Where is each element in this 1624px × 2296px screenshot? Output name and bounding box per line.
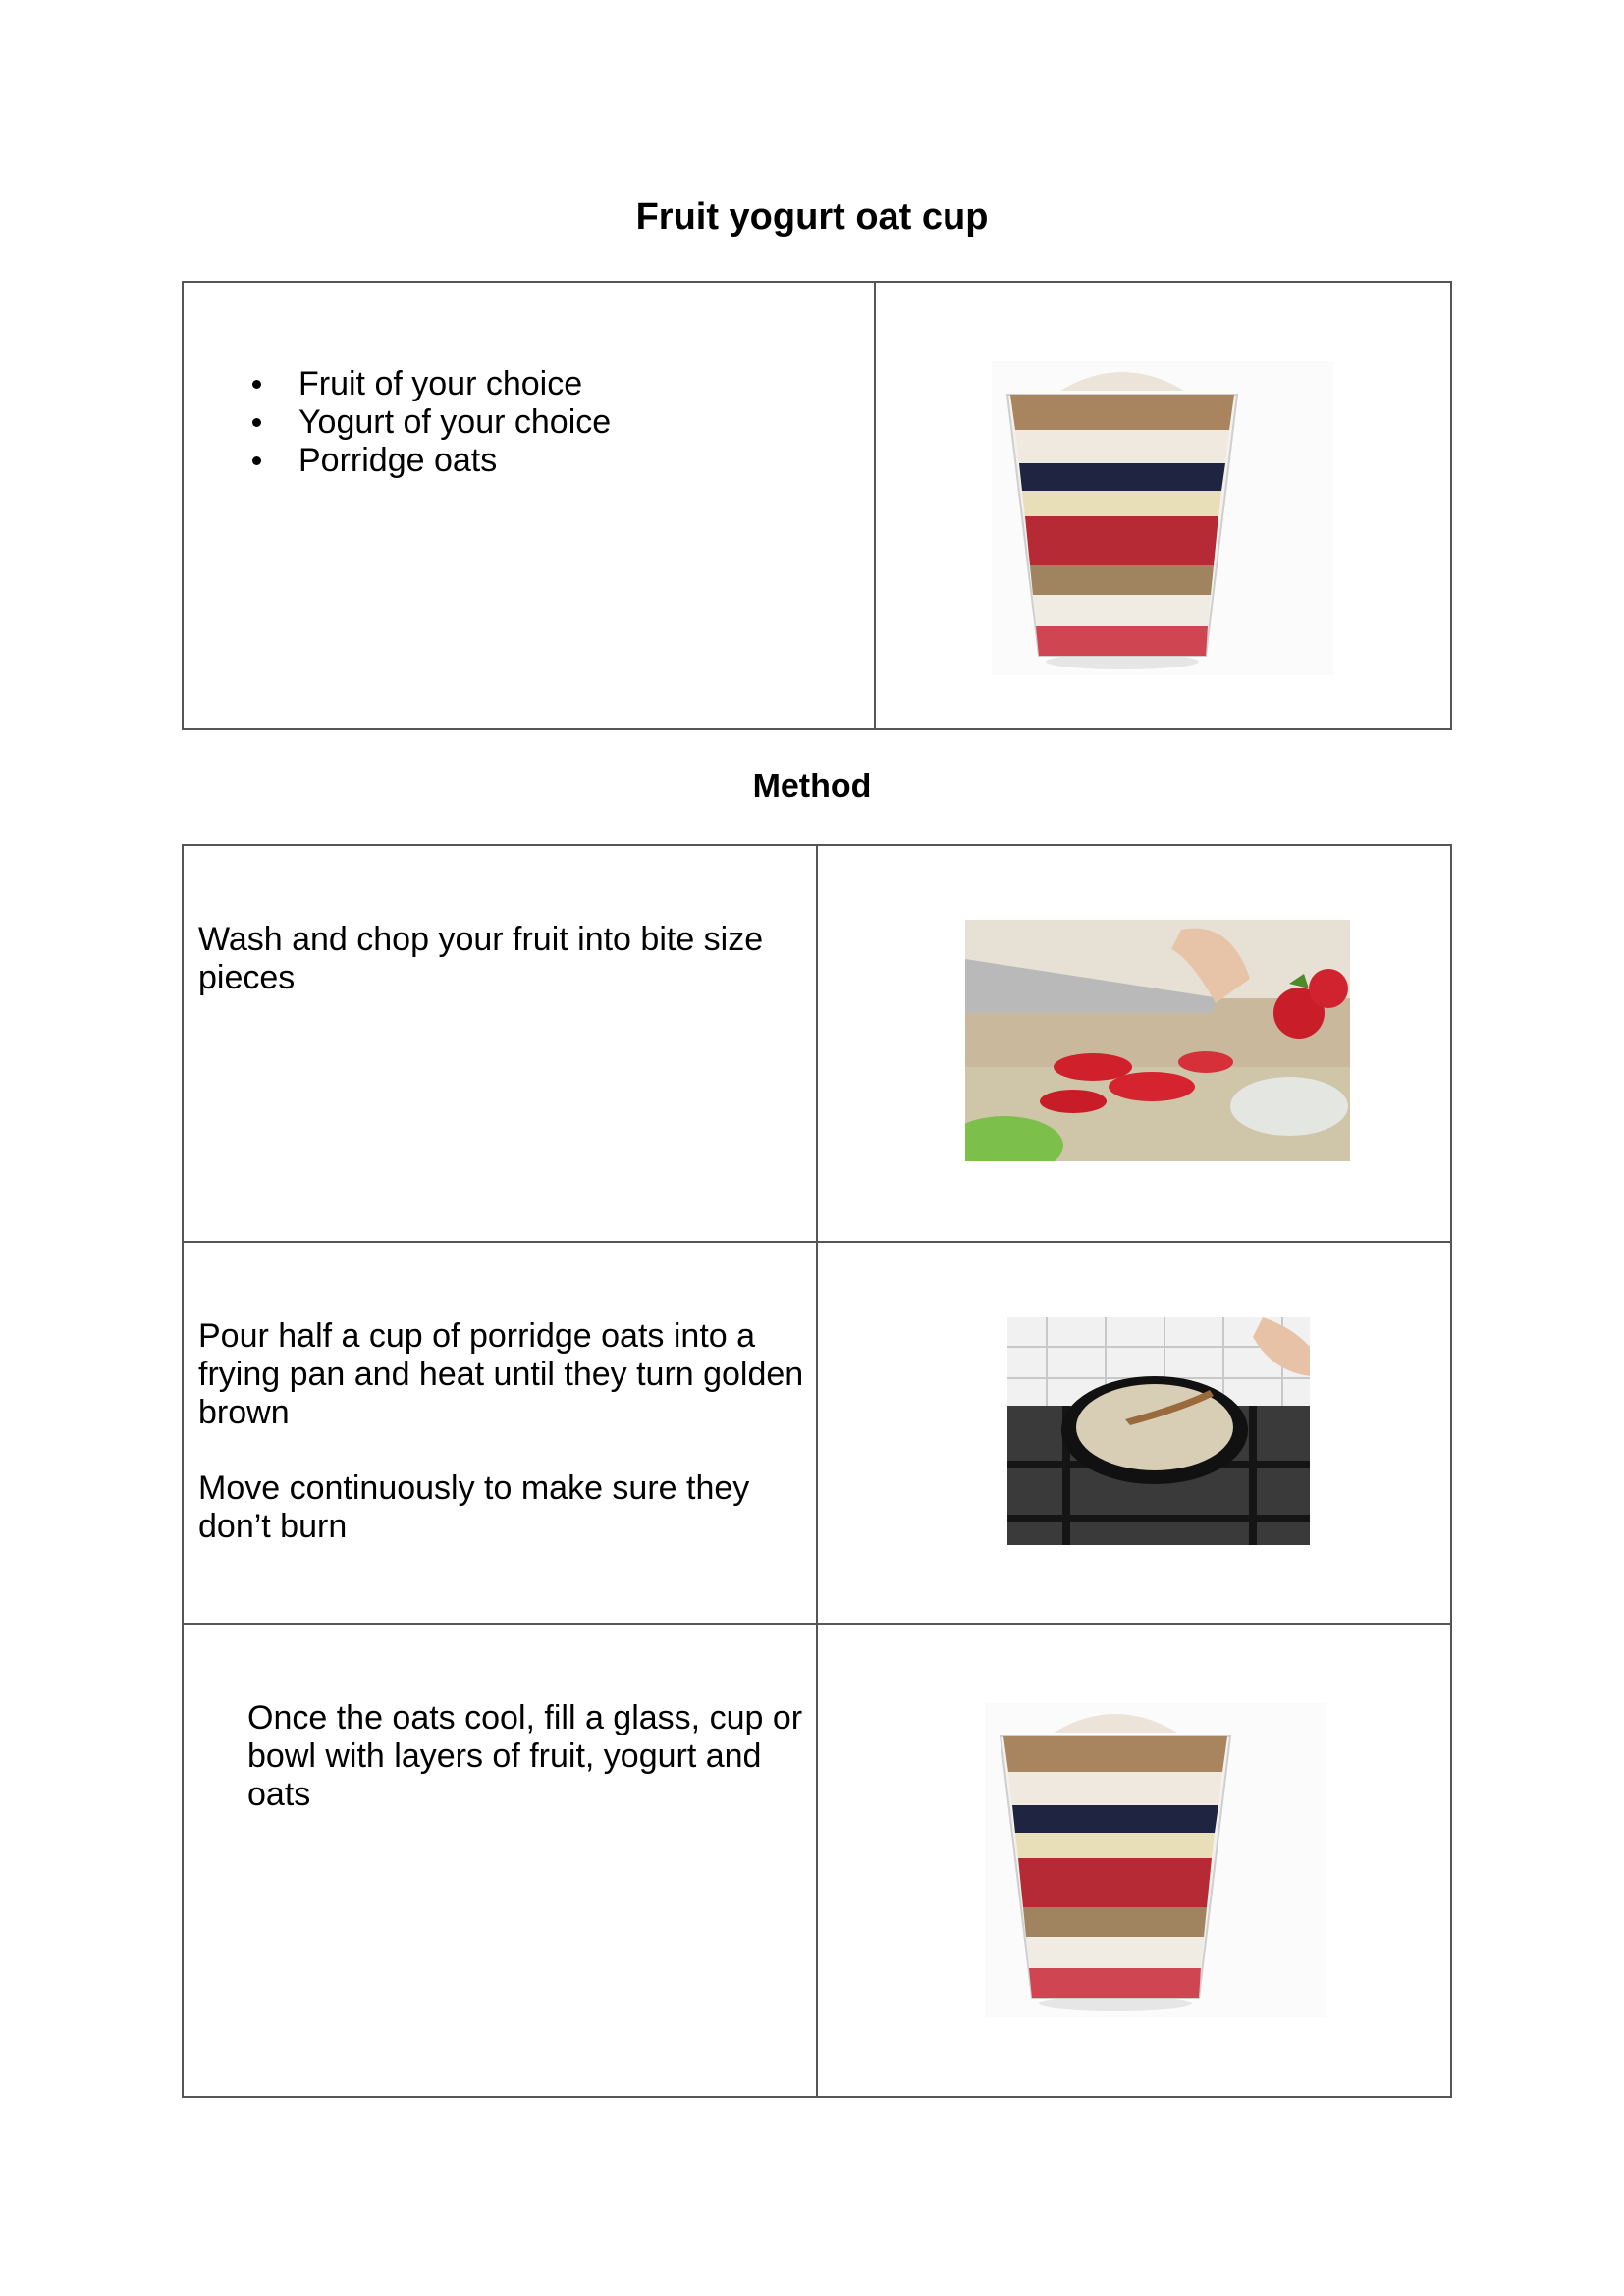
chopping-strawberries-photo	[965, 920, 1350, 1161]
ingredient-item: Yogurt of your choice	[298, 403, 874, 442]
step-2-note: Move continuously to make sure they don’t burn	[198, 1469, 750, 1545]
yogurt-cup-image-cell	[817, 1624, 1451, 2097]
method-heading: Method	[752, 768, 872, 805]
chopping-image-cell	[817, 845, 1451, 1242]
ingredients-list	[184, 365, 874, 480]
page-title: Fruit yogurt oat cup	[635, 196, 989, 238]
toasting-oats-photo	[1007, 1317, 1310, 1545]
method-table	[182, 844, 1452, 2098]
yogurt-cup-image-cell	[875, 282, 1451, 729]
step-text-cell	[183, 1624, 817, 2097]
ingredients-table	[182, 281, 1452, 730]
ingredient-item: Fruit of your choice	[298, 365, 874, 403]
step-2-text: Pour half a cup of porridge oats into a frying pan and heat until they turn golden brown	[198, 1317, 804, 1431]
yogurt-cup-photo	[985, 1703, 1326, 2017]
step-3-text: Once the oats cool, fill a glass, cup or bowl with layers of fruit, yogurt and oats	[247, 1699, 803, 1813]
yogurt-cup-photo	[992, 361, 1333, 675]
toasting-oats-image-cell	[817, 1242, 1451, 1624]
ingredients-cell	[183, 282, 875, 729]
step-1-text: Wash and chop your fruit into bite size pieces	[198, 921, 764, 996]
step-text-cell	[183, 845, 817, 1242]
step-text-cell	[183, 1242, 817, 1624]
ingredient-item: Porridge oats	[298, 442, 874, 480]
